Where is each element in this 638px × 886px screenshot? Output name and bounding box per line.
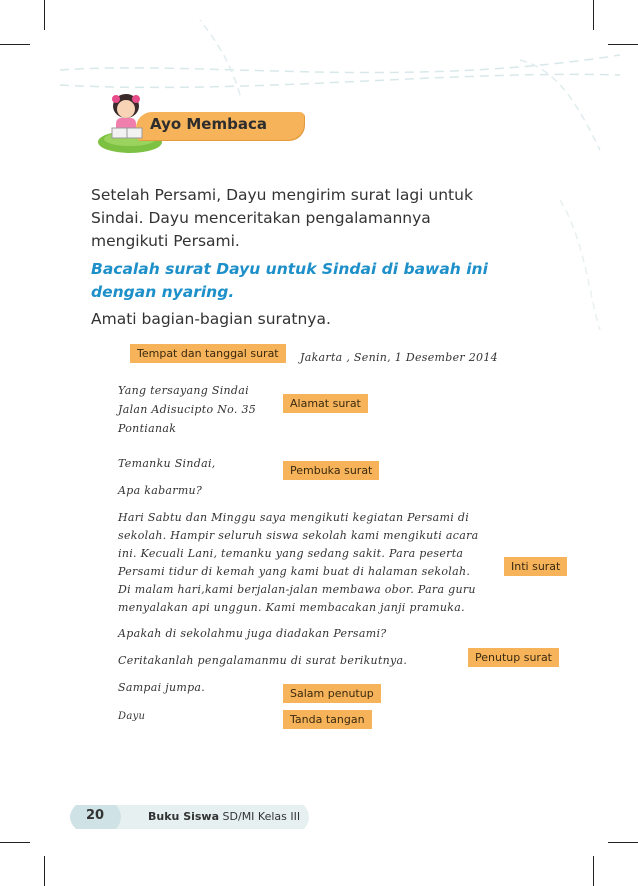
page-number: 20 — [86, 808, 105, 823]
letter-closing-line: Apakah di sekolahmu juga diadakan Persami? — [118, 627, 387, 640]
label-body: Inti surat — [504, 557, 567, 576]
intro-line: Sindai. Dayu menceritakan pengalamannya — [91, 209, 431, 227]
book-title-bold: Buku Siswa — [148, 810, 220, 823]
girl-reading-icon — [102, 90, 154, 152]
label-greeting: Salam penutup — [283, 684, 381, 703]
letter-farewell: Sampai jumpa. — [118, 681, 206, 694]
instruction-line: Bacalah surat Dayu untuk Sindai di bawah ini — [91, 260, 488, 278]
intro-line: mengikuti Persami. — [91, 232, 240, 250]
observe-line: Amati bagian-bagian suratnya. — [91, 310, 331, 328]
letter-opening: Apa kabarmu? — [118, 484, 203, 497]
letter-salutation: Temanku Sindai, — [118, 457, 216, 470]
label-closing: Penutup surat — [468, 648, 559, 667]
letter-body-line: ini. Kecuali Lani, temanku yang sedang sakit. Para peserta — [118, 547, 464, 560]
book-title-rest: SD/MI Kelas III — [222, 810, 301, 823]
letter-date: Jakarta , Senin, 1 Desember 2014 — [300, 351, 498, 364]
letter-signature: Dayu — [118, 711, 146, 722]
letter-address-line: Yang tersayang Sindai — [118, 384, 249, 397]
label-address: Alamat surat — [283, 394, 368, 413]
label-place-date: Tempat dan tanggal surat — [130, 344, 286, 363]
letter-body-line: menyalakan api unggun. Kami membacakan janji pramuka. — [118, 601, 465, 614]
section-title: Ayo Membaca — [150, 115, 267, 133]
instruction-line: dengan nyaring. — [91, 283, 235, 301]
letter-address-line: Pontianak — [118, 422, 177, 435]
letter-address-line: Jalan Adisucipto No. 35 — [118, 403, 257, 416]
label-opening: Pembuka surat — [283, 461, 379, 480]
letter-body-line: sekolah. Hampir seluruh siswa sekolah kami mengikuti acara — [118, 529, 479, 542]
book-title — [148, 810, 300, 823]
letter-closing-line: Ceritakanlah pengalamanmu di surat berikutnya. — [118, 654, 408, 667]
section-header — [96, 90, 306, 160]
letter-body-line: Hari Sabtu dan Minggu saya mengikuti kegiatan Persami di — [118, 511, 470, 524]
letter-body-line: Di malam hari,kami berjalan-jalan membawa obor. Para guru — [118, 583, 476, 596]
intro-line: Setelah Persami, Dayu mengirim surat lagi untuk — [91, 186, 473, 204]
letter-body-line: Persami tidur di kemah yang kami buat di halaman sekolah. — [118, 565, 471, 578]
footer-bar — [64, 805, 314, 829]
label-signature: Tanda tangan — [283, 710, 372, 729]
